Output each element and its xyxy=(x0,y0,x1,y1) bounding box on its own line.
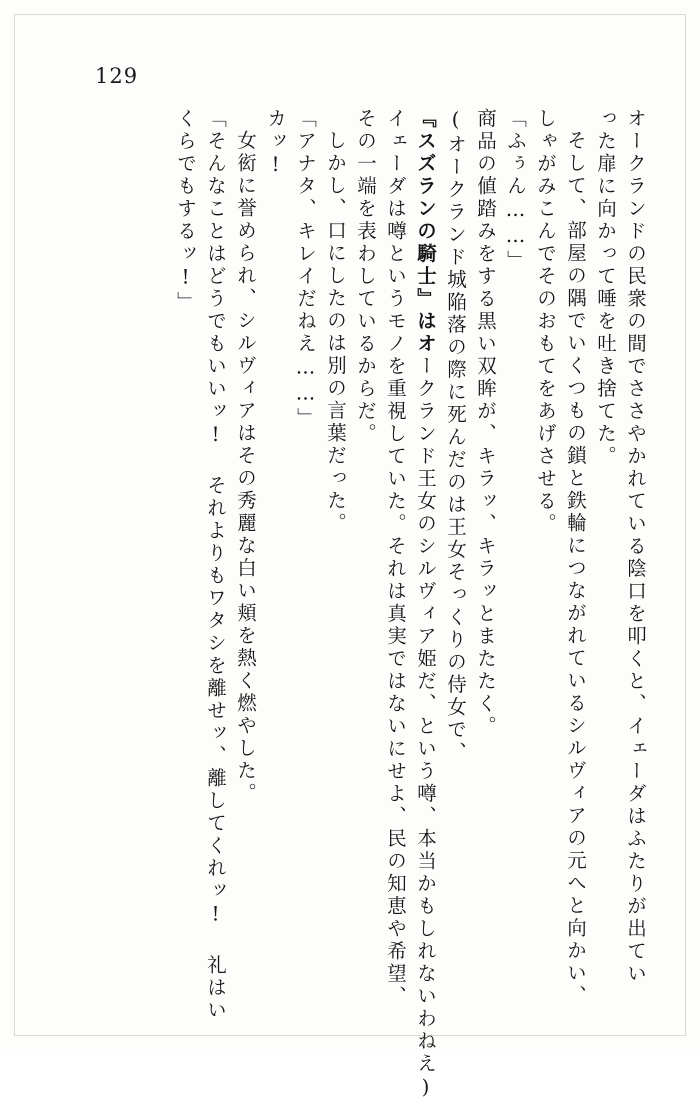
text-line: カッ! xyxy=(264,108,287,179)
text-line: 「アナタ、キレイだねえ……」 xyxy=(294,108,317,430)
text-line: オークランドの民衆の間でささやかれている陰口を叩くと、イェーダはふたりが出てい xyxy=(624,108,647,986)
emphasis-phrase: 『スズランの騎士』はオ xyxy=(414,108,437,356)
text-line: その一端を表わしているからだ。 xyxy=(354,108,377,446)
text-line: くらでもするッ!」 xyxy=(174,108,197,314)
page-number: 129 xyxy=(95,64,139,88)
text-line: (オークランド城陥落の際に死んだのは王女そっくりの侍女で、 xyxy=(444,108,467,764)
text-line-emphasis xyxy=(405,108,437,1102)
text-line: しかし、口にしたのは別の言葉だった。 xyxy=(324,130,347,535)
text-line: そして、部屋の隅でいくつもの鎖と鉄輪につながれているシルヴィアの元へと向かい、 xyxy=(564,130,587,1008)
text-line: 女衒に誉められ、シルヴィアはその秀麗な白い頬を熱く燃やした。 xyxy=(234,130,257,805)
text-line: しゃがみこんでそのおもてをあげさせる。 xyxy=(534,108,557,536)
emphasis-line-rest: ークランド王女のシルヴィア姫だ、という噂、本当かもしれないわねえ) xyxy=(414,355,437,1102)
text-line: った扉に向かって唾を吐き捨てた。 xyxy=(594,108,617,468)
vertical-text-body xyxy=(62,108,647,1102)
text-line: 「そんなことはどうでもいいッ! それよりもワタシを離せッ、離してくれッ! 礼はい xyxy=(204,108,227,1022)
text-line: 商品の値踏みをする黒い双眸が、キラッ、キラッとまたたく。 xyxy=(474,108,497,738)
text-line: 「ふぅん……」 xyxy=(504,108,527,273)
text-line: イェーダは噂というモノを重視していた。それは真実ではないにせよ、民の知恵や希望、 xyxy=(384,108,407,1008)
